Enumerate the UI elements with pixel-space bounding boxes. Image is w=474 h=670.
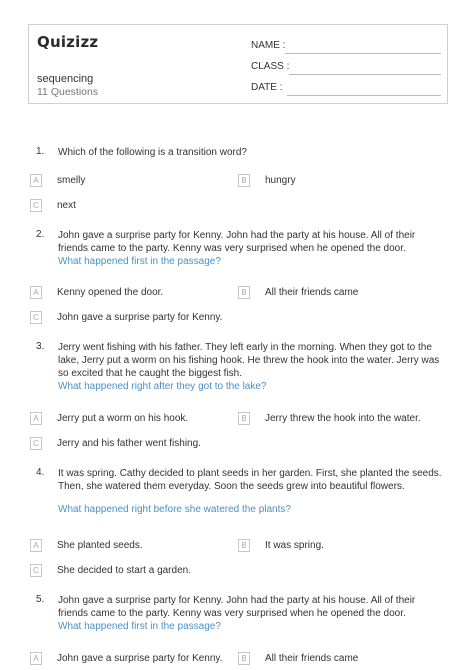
- name-line: [285, 53, 441, 54]
- question-passage: [58, 467, 444, 516]
- class-line: [289, 74, 441, 75]
- option-letter-box: A: [30, 286, 42, 299]
- option-letter-box: B: [238, 174, 250, 187]
- option-letter-box: A: [30, 652, 42, 665]
- option-label: She planted seeds.: [57, 540, 143, 551]
- option-letter-box: C: [30, 311, 42, 324]
- question-prompt: What happened first in the passage?: [58, 256, 221, 267]
- question-number: 1.: [36, 146, 45, 157]
- option-letter-box: B: [238, 652, 250, 665]
- passage-text: John gave a surprise party for Kenny. John had the party at his house. All of their friends came to the party. Kenny was very surprised when he opened the door.: [58, 230, 416, 254]
- date-field[interactable]: [251, 82, 441, 96]
- option-label: All their friends came: [265, 287, 359, 298]
- date-line: [287, 95, 441, 96]
- option-label: All their friends came: [265, 653, 359, 664]
- name-field[interactable]: [251, 40, 441, 54]
- quizizz-logo: Quizizz: [37, 33, 99, 51]
- question-count: 11 Questions: [37, 86, 99, 98]
- question-passage: [58, 594, 444, 633]
- option-label: smelly: [57, 175, 86, 186]
- option-label: Jerry and his father went fishing.: [57, 438, 201, 449]
- question-number: 5.: [36, 594, 45, 605]
- question-passage: [58, 229, 444, 268]
- question-prompt: What happened first in the passage?: [58, 621, 221, 632]
- option-letter-box: B: [238, 286, 250, 299]
- date-label: DATE :: [251, 82, 283, 93]
- option-letter-box: C: [30, 199, 42, 212]
- option-label: Kenny opened the door.: [57, 287, 164, 298]
- question-text: Which of the following is a transition word?: [58, 147, 247, 158]
- class-label: CLASS :: [251, 61, 290, 72]
- question-prompt: What happened right after they got to the lake?: [58, 381, 267, 392]
- name-label: NAME :: [251, 40, 286, 51]
- passage-text: It was spring. Cathy decided to plant seeds in her garden. First, she planted the seeds. Then, she watered them everyday. Soon the seeds grew into beautiful flowers.: [58, 468, 442, 492]
- option-label: John gave a surprise party for Kenny.: [57, 653, 223, 664]
- option-label: John gave a surprise party for Kenny.: [57, 312, 223, 323]
- option-letter-box: A: [30, 539, 42, 552]
- option-label: next: [57, 200, 76, 211]
- option-label: Jerry put a worm on his hook.: [57, 413, 189, 424]
- worksheet-header: [28, 24, 448, 104]
- passage-text: Jerry went fishing with his father. They left early in the morning. When they got to the lake, Jerry put a worm on his fishing hook. He threw the hook into the water. Jerry was so excited that he caught the biggest fish.: [58, 342, 440, 379]
- option-letter-box: B: [238, 539, 250, 552]
- question-number: 4.: [36, 467, 45, 478]
- option-letter-box: A: [30, 412, 42, 425]
- option-label: Jerry threw the hook into the water.: [265, 413, 421, 424]
- option-label: hungry: [265, 175, 296, 186]
- question-number: 3.: [36, 341, 45, 352]
- class-field[interactable]: [251, 61, 441, 75]
- question-number: 2.: [36, 229, 45, 240]
- option-letter-box: C: [30, 564, 42, 577]
- option-label: It was spring.: [265, 540, 324, 551]
- worksheet-title: sequencing: [37, 73, 94, 85]
- option-letter-box: B: [238, 412, 250, 425]
- question-prompt: What happened right before she watered the plants?: [58, 504, 291, 515]
- option-letter-box: A: [30, 174, 42, 187]
- option-label: She decided to start a garden.: [57, 565, 191, 576]
- passage-text: John gave a surprise party for Kenny. John had the party at his house. All of their friends came to the party. Kenny was very surprised when he opened the door.: [58, 595, 416, 619]
- option-letter-box: C: [30, 437, 42, 450]
- question-passage: [58, 341, 444, 393]
